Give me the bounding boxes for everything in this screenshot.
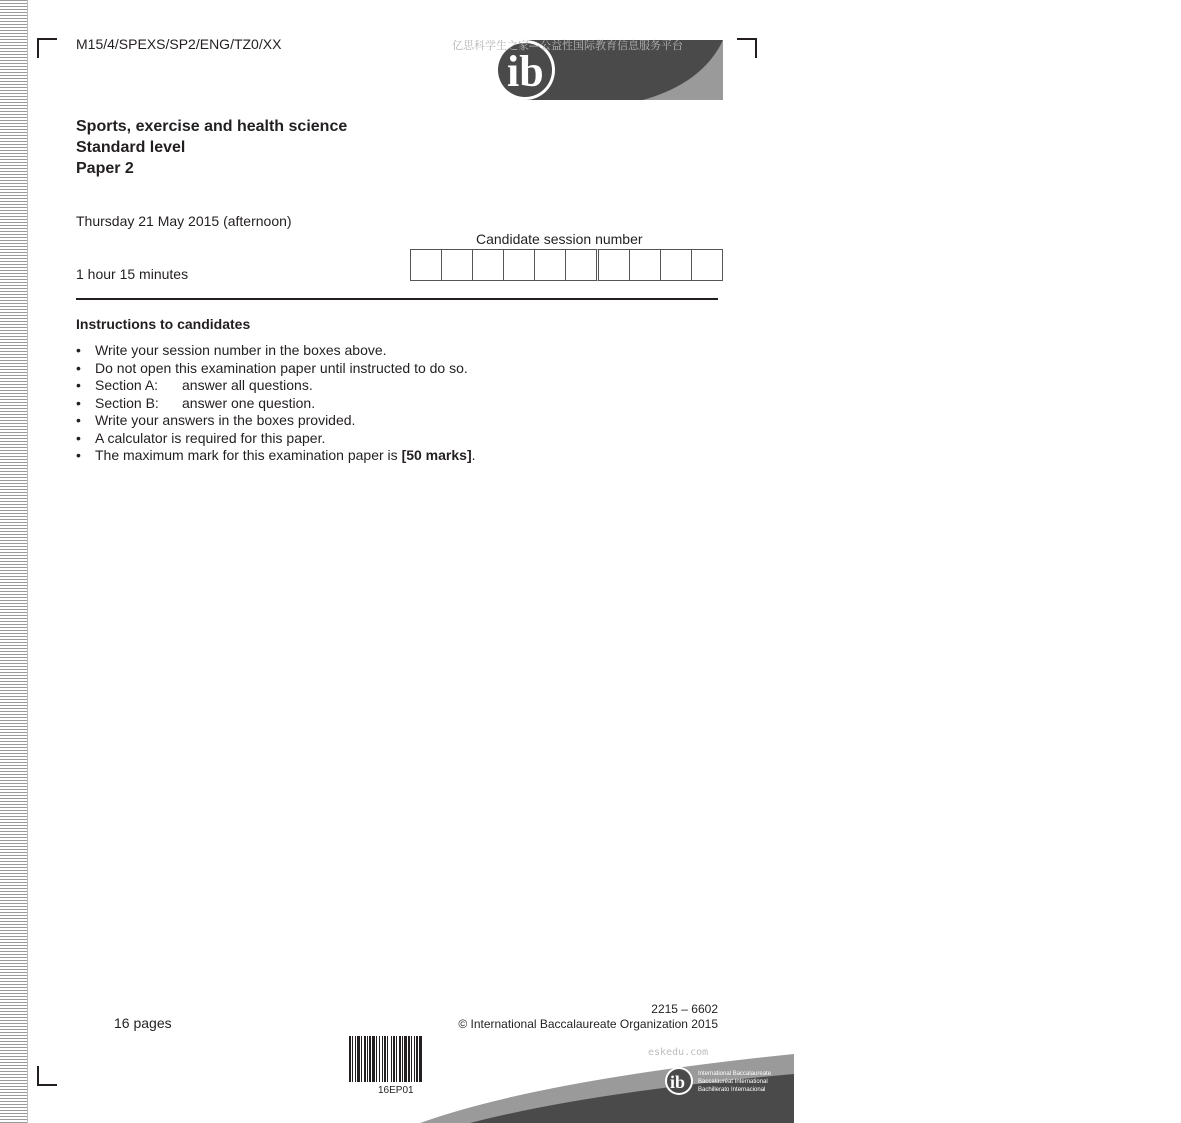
subject-title: Sports, exercise and health science	[76, 118, 348, 135]
paper-code: M15/4/SPEXS/SP2/ENG/TZ0/XX	[76, 36, 282, 52]
page-count: 16 pages	[114, 1015, 172, 1031]
exam-duration: 1 hour 15 minutes	[76, 266, 189, 282]
crop-mark-top-right	[737, 38, 757, 58]
instruction-item: • Section A: answer all questions.	[76, 377, 313, 393]
candidate-session-boxes	[410, 249, 723, 281]
session-digit-box[interactable]	[473, 249, 504, 281]
exam-date: Thursday 21 May 2015 (afternoon)	[76, 213, 292, 229]
copyright-notice: © International Baccalaureate Organization 2015	[458, 1017, 718, 1031]
level-title: Standard level	[76, 139, 186, 156]
instruction-item: • The maximum mark for this examination paper is [50 marks].	[76, 447, 476, 463]
session-digit-box[interactable]	[599, 249, 630, 281]
paper-number: Paper 2	[76, 160, 134, 177]
barcode	[349, 1036, 423, 1082]
svg-text:ib: ib	[507, 47, 544, 96]
instructions-heading: Instructions to candidates	[76, 316, 251, 332]
watermark-text: 亿思科学生之家—公益性国际教育信息服务平台	[452, 40, 683, 52]
session-digit-box[interactable]	[630, 249, 661, 281]
horizontal-rule	[76, 298, 718, 300]
instruction-item: • Write your answers in the boxes provided.	[76, 412, 356, 428]
instruction-item: • Write your session number in the boxes above.	[76, 342, 387, 358]
watermark-eskedu: eskedu.com	[648, 1047, 709, 1058]
ib-footer-line-3: Bachillerato Internacional	[698, 1087, 766, 1093]
candidate-session-label: Candidate session number	[476, 231, 643, 247]
session-digit-box[interactable]	[692, 249, 723, 281]
ib-footer-logo	[664, 1066, 772, 1101]
session-digit-box[interactable]	[411, 249, 442, 281]
logo-line-1: Diploma Programme	[1056, 44, 1167, 58]
paper-reference-code: 2215 – 6602	[651, 1002, 718, 1016]
ib-footer-line-2: Baccalauréat International	[698, 1079, 768, 1085]
logo-line-2: Programme du diplôme	[1056, 59, 1181, 73]
session-digit-box[interactable]	[504, 249, 535, 281]
instruction-item: • Section B: answer one question.	[76, 394, 316, 411]
session-digit-box[interactable]	[442, 249, 473, 281]
ib-footer-line-1: International Baccalaureate	[698, 1071, 772, 1077]
instruction-item: • A calculator is required for this paper.	[76, 429, 326, 446]
session-digit-box[interactable]	[566, 249, 599, 281]
session-digit-box[interactable]	[661, 249, 692, 281]
barcode-text: 16EP01	[378, 1085, 414, 1096]
crop-mark-top-left	[37, 38, 57, 58]
instruction-item: • Do not open this examination paper until instructed to do so.	[76, 359, 468, 376]
instructions-list	[76, 342, 476, 465]
paper-title-block	[76, 116, 347, 179]
page-margin-strip	[0, 0, 28, 1123]
crop-mark-bottom-left	[37, 1066, 57, 1086]
svg-text:ib: ib	[670, 1072, 686, 1092]
session-digit-box[interactable]	[535, 249, 566, 281]
logo-line-3: Programa del Diploma	[1056, 75, 1176, 89]
